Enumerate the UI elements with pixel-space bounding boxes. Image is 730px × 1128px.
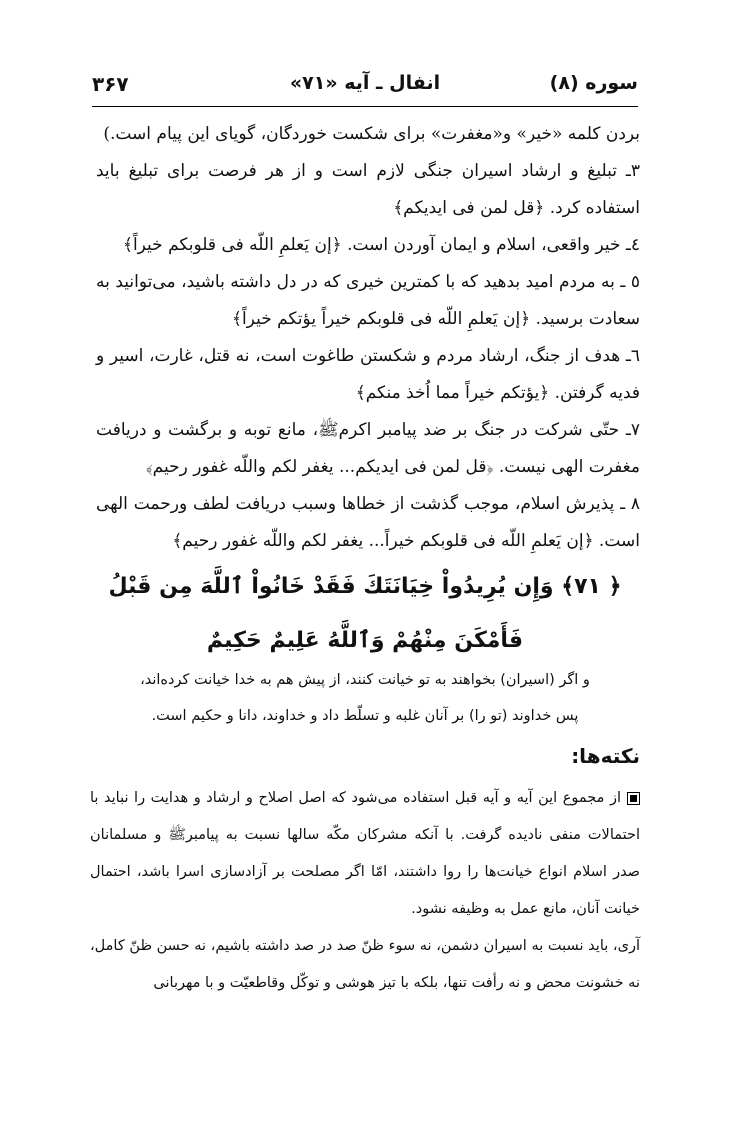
- note-paragraph: آری، باید نسبت به اسیران دشمن، نه سوء ظنّ صد در صد داشته باشیم، نه حسن ظنّ کامل، نه خشونت محض و نه رأفت تنها، بلکه با تیز هوشی و توکّل وقاطعیّت و با مهربانی: [90, 938, 640, 991]
- point-item: ۷ـ حتّی شرکت در جنگ بر ضد پیامبر اکرمﷺ، مانع توبه و برگشت و دریافت مغفرت الهی نیست. ﴿قل لمن فی ایدیکم... یغفر لکم واللّه غفور رحیم﴾: [96, 420, 640, 477]
- page-header: [92, 72, 638, 106]
- header-divider: [92, 106, 638, 107]
- page-number: ۳۶۷: [92, 72, 129, 96]
- point-item: ٦ـ هدف از جنگ، ارشاد مردم و شکستن طاغوت است، نه قتل، غارت، اسیر و فدیه گرفتن. ﴿یؤتکم خیراً مما اُخذ منکم﴾: [96, 346, 640, 403]
- notes-body: [90, 780, 640, 1002]
- point-item: ٤ـ خیر واقعی، اسلام و ایمان آوردن است. ﴿إن یَعلمِ اللّه فی قلوبکم خیراً﴾: [122, 235, 640, 255]
- point-item: بردن کلمه «خیر» و«مغفرت» برای شکست خوردگان، گویای این پیام است.): [103, 124, 640, 144]
- note-paragraph: [90, 780, 640, 928]
- square-bullet-icon: [627, 792, 640, 805]
- verse-translation: و اگر (اسیران) بخواهند به تو خیانت کنند، از پیش هم به خدا خیانت کرده‌اند، پس خداوند (تو را) بر آنان غلبه و تسلّط داد و خداوند، دانا و حکیم است.: [140, 672, 590, 724]
- notes-heading: نکته‌ها:: [571, 744, 640, 768]
- point-item: ۸ ـ پذیرش اسلام، موجب گذشت از خطاها وسبب دریافت لطف ورحمت الهی است. ﴿إن یَعلمِ اللّه فی قلوبکم خیراً... یغفر لکم واللّه غفور رحیم﴾: [96, 494, 640, 551]
- surah-label: سوره (۸): [549, 72, 638, 94]
- point-item: ٥ ـ به مردم امید بدهید که با کمترین خیری که در دل داشته باشید، می‌توانید به سعادت برسید. ﴿إن یَعلمِ اللّه فی قلوبکم خیراً یؤتکم خیراً﴾: [96, 272, 640, 329]
- point-item: ۳ـ تبلیغ و ارشاد اسیران جنگی لازم است و از هر فرصت برای تبلیغ باید استفاده کرد. ﴿قل لمن فی ایدیکم﴾: [96, 161, 640, 218]
- section-label: انفال ـ آیه «۷۱»: [289, 72, 441, 94]
- points-list: [96, 116, 640, 560]
- quran-verse: ﴿ ۷۱﴾ وَإِن يُرِيدُواْ خِيَانَتَكَ فَقَدْ خَانُواْ ٱللَّهَ مِن قَبْلُ فَأَمْكَنَ مِنْهُمْ وَٱللَّهُ عَلِيمٌ حَكِيمٌ: [108, 574, 622, 653]
- note-text: از مجموع این آیه و آیه قبل استفاده می‌شود که اصل اصلاح و ارشاد و هدایت را نباید با احتمالات منفی نادیده گرفت. با آنکه مشرکان مکّه سالها نسبت به پیامبرﷺ و مسلمانان صدر اسلام انواع خیانت‌ها را روا داشتند، امّا اگر مصلحت بر آزادسازی اسرا باشد، احتمال خیانت آنان، مانع عمل به وظیفه نشود.: [90, 790, 640, 917]
